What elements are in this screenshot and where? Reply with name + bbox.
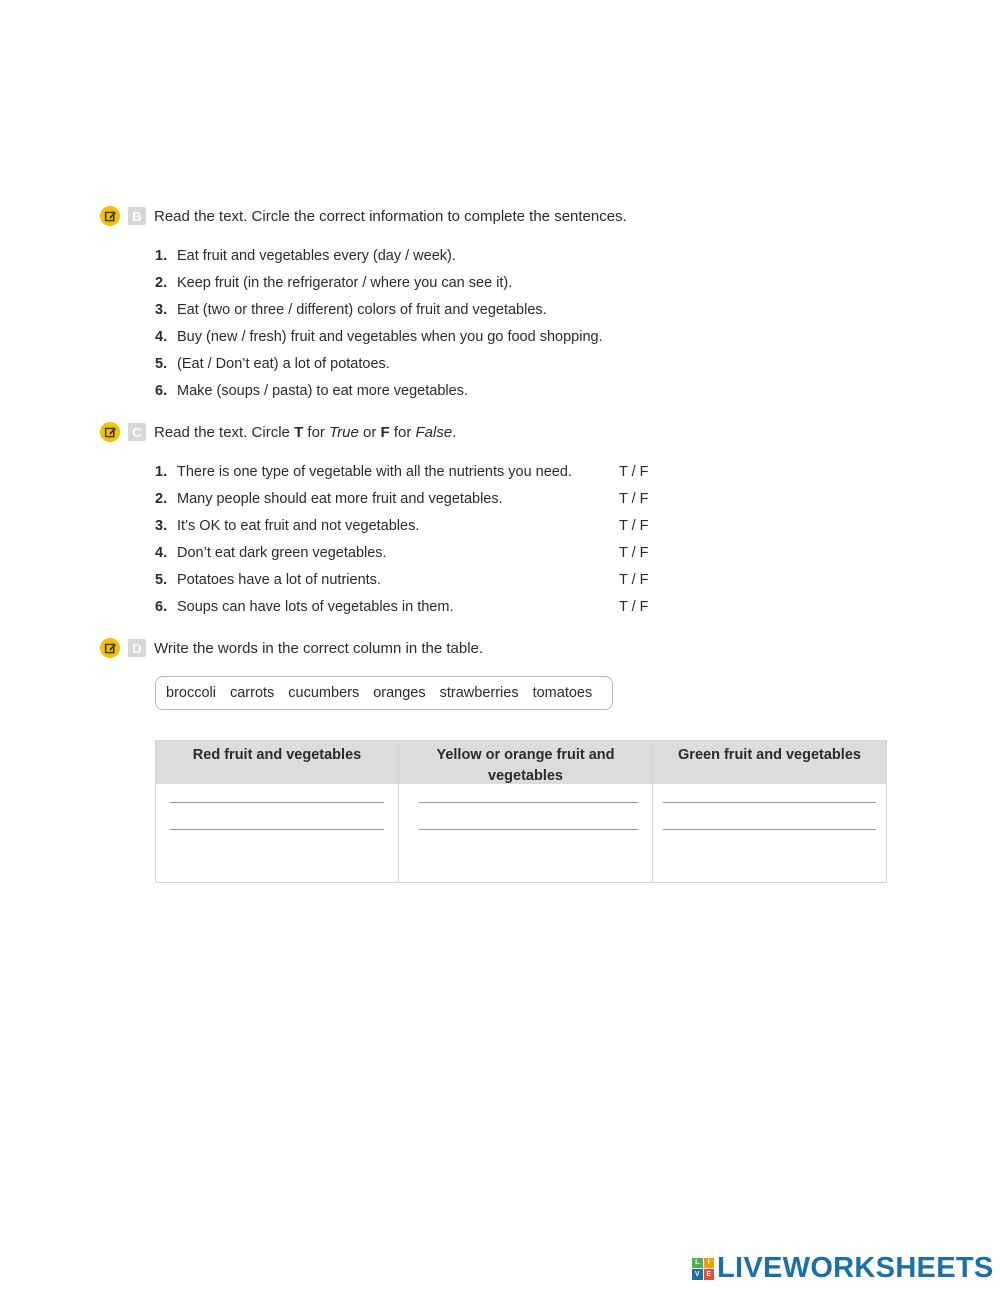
word-bank <box>155 676 613 710</box>
list-item <box>155 323 603 350</box>
section-c-header <box>100 420 456 444</box>
logo-mark-letter: L <box>692 1258 703 1269</box>
list-item <box>155 269 603 296</box>
item-number: 4. <box>155 328 168 345</box>
word-item[interactable]: cucumbers <box>288 685 360 701</box>
item-text: Many people should eat more fruit and vegetables. <box>177 490 503 507</box>
table-column-yellow-orange <box>399 741 653 882</box>
true-false-choice[interactable]: T / F <box>619 517 649 534</box>
instruction-text: for <box>303 423 330 441</box>
answer-line[interactable] <box>170 829 384 830</box>
item-text: It’s OK to eat fruit and not vegetables. <box>177 517 420 534</box>
item-number: 5. <box>155 571 168 588</box>
list-item <box>155 458 655 485</box>
column-header: Yellow or orange fruit and vegetables <box>399 741 652 784</box>
section-c-instruction <box>154 424 456 441</box>
word-item[interactable]: broccoli <box>166 685 216 701</box>
logo-text: LIVEWORKSHEETS <box>717 1252 994 1284</box>
false-word: False <box>415 423 453 441</box>
item-text: Make (soups / pasta) to eat more vegetables. <box>177 382 468 399</box>
list-item <box>155 485 655 512</box>
word-item[interactable]: tomatoes <box>532 685 593 701</box>
list-item <box>155 566 655 593</box>
list-item <box>155 377 603 404</box>
item-number: 6. <box>155 382 168 399</box>
section-letter-badge: B <box>128 207 146 225</box>
list-item <box>155 242 603 269</box>
item-text: There is one type of vegetable with all the nutrients you need. <box>177 463 572 480</box>
answer-line[interactable] <box>663 802 876 803</box>
table-column-green <box>653 741 886 882</box>
item-number: 2. <box>155 490 168 507</box>
list-item <box>155 539 655 566</box>
logo-mark-letter: V <box>692 1269 703 1280</box>
item-text: Buy (new / fresh) fruit and vegetables when you go food shopping. <box>177 328 603 345</box>
item-text: Eat fruit and vegetables every (day / week). <box>177 247 456 264</box>
instruction-text: or <box>358 423 381 441</box>
item-number: 3. <box>155 517 168 534</box>
answer-line[interactable] <box>663 829 876 830</box>
instruction-text: Read the text. Circle <box>154 423 295 441</box>
item-text: Keep fruit (in the refrigerator / where you can see it). <box>177 274 513 291</box>
true-false-choice[interactable]: T / F <box>619 598 649 615</box>
pencil-icon <box>100 638 120 658</box>
logo-mark-letter: E <box>704 1269 715 1280</box>
section-letter-badge: C <box>128 423 146 441</box>
item-number: 5. <box>155 355 168 372</box>
true-false-choice[interactable]: T / F <box>619 571 649 588</box>
false-letter: F <box>380 423 390 441</box>
pencil-icon <box>100 206 120 226</box>
true-letter: T <box>294 423 304 441</box>
item-text: Potatoes have a lot of nutrients. <box>177 571 381 588</box>
word-item[interactable]: strawberries <box>439 685 519 701</box>
item-text: (Eat / Don’t eat) a lot of potatoes. <box>177 355 390 372</box>
true-false-choice[interactable]: T / F <box>619 544 649 561</box>
list-item <box>155 593 655 620</box>
word-item[interactable]: carrots <box>229 685 275 701</box>
section-b-list <box>155 242 603 404</box>
item-number: 3. <box>155 301 168 318</box>
answer-line[interactable] <box>170 802 384 803</box>
answer-line[interactable] <box>419 802 638 803</box>
column-header: Green fruit and vegetables <box>653 741 886 784</box>
pencil-icon <box>100 422 120 442</box>
list-item <box>155 350 603 377</box>
sorting-table <box>155 740 887 883</box>
instruction-text: . <box>452 423 457 441</box>
logo-mark-letter: I <box>704 1258 715 1269</box>
item-text: Don’t eat dark green vegetables. <box>177 544 387 561</box>
section-d-header <box>100 636 483 660</box>
word-item[interactable]: oranges <box>373 685 426 701</box>
item-number: 4. <box>155 544 168 561</box>
item-text: Eat (two or three / different) colors of fruit and vegetables. <box>177 301 547 318</box>
item-text: Soups can have lots of vegetables in them. <box>177 598 454 615</box>
true-false-choice[interactable]: T / F <box>619 490 649 507</box>
section-b-instruction: Read the text. Circle the correct information to complete the sentences. <box>154 207 627 225</box>
section-letter-badge: D <box>128 639 146 657</box>
item-number: 2. <box>155 274 168 291</box>
answer-line[interactable] <box>419 829 638 830</box>
list-item <box>155 512 655 539</box>
section-b-header <box>100 204 627 228</box>
instruction-text: for <box>389 423 416 441</box>
section-d-instruction: Write the words in the correct column in the table. <box>154 639 484 657</box>
list-item <box>155 296 603 323</box>
item-number: 6. <box>155 598 168 615</box>
table-column-red <box>156 741 399 882</box>
item-number: 1. <box>155 247 168 264</box>
liveworksheets-logo <box>692 1252 994 1285</box>
logo-mark-icon <box>692 1258 714 1280</box>
true-word: True <box>329 423 359 441</box>
column-header: Red fruit and vegetables <box>156 741 398 784</box>
true-false-choice[interactable]: T / F <box>619 463 649 480</box>
section-c-list <box>155 458 655 620</box>
item-number: 1. <box>155 463 168 480</box>
